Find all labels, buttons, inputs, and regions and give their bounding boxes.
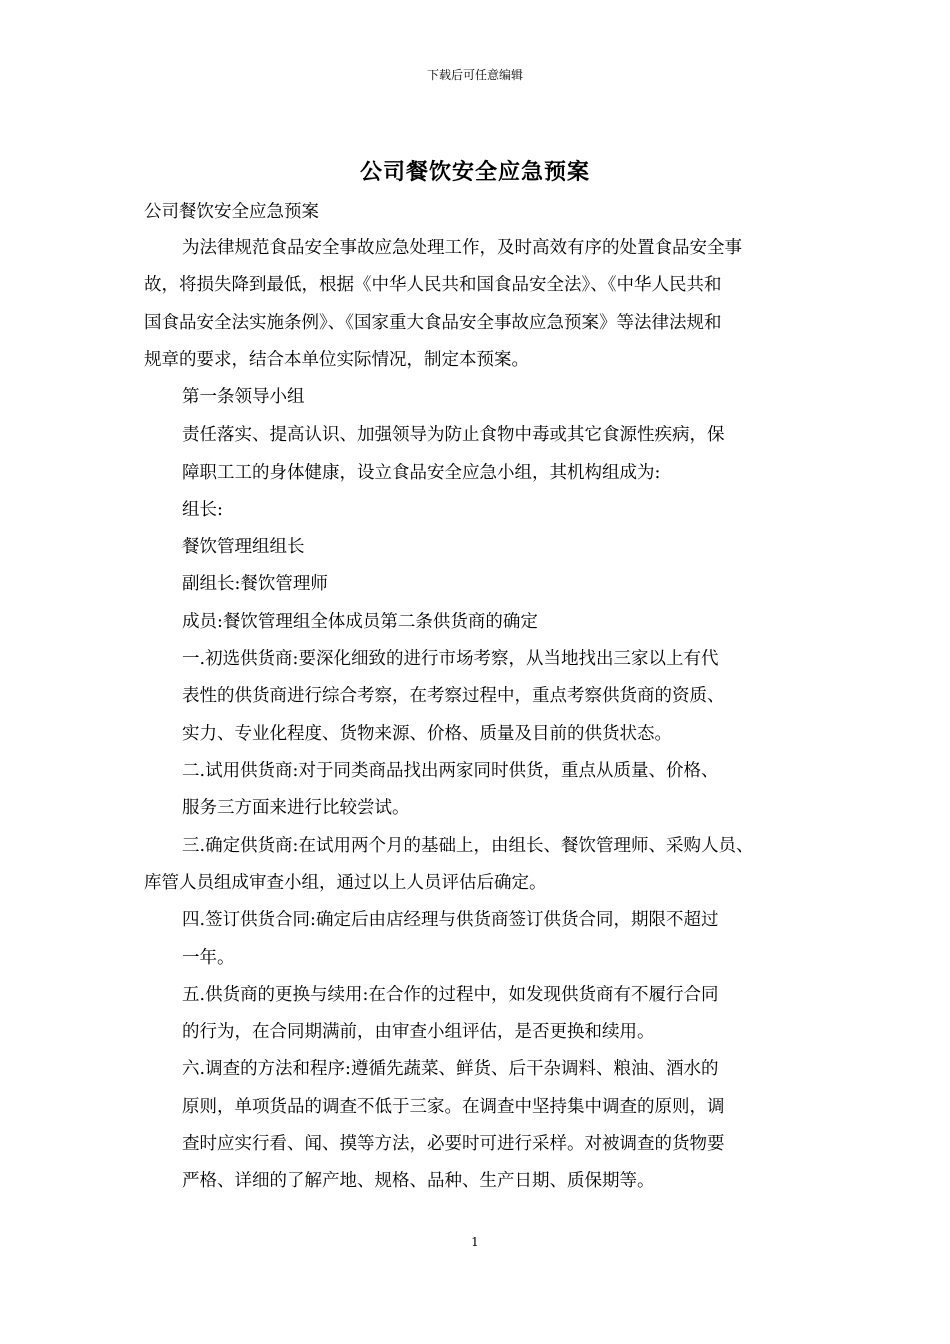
body-line: 餐饮管理组组长 bbox=[182, 537, 305, 557]
body-line: 严格、详细的了解产地、规格、品种、生产日期、质保期等。 bbox=[182, 1171, 655, 1191]
body-line: 三.确定供货商:在试用两个月的基础上，由组长、餐饮管理师、采购人员、 bbox=[182, 836, 754, 856]
body-line: 六.调查的方法和程序:遵循先蔬菜、鲜货、后干杂调料、粮油、酒水的 bbox=[182, 1059, 719, 1079]
body-line: 一年。 bbox=[182, 948, 235, 968]
body-line: 第一条领导小组 bbox=[182, 387, 305, 407]
body-line: 责任落实、提高认识、加强领导为防止食物中毒或其它食源性疾病，保 bbox=[182, 425, 725, 445]
body-line: 规章的要求，结合本单位实际情况，制定本预案。 bbox=[144, 350, 529, 370]
body-line: 公司餐饮安全应急预案 bbox=[144, 202, 319, 222]
body-line: 库管人员组成审查小组，通过以上人员评估后确定。 bbox=[144, 873, 547, 893]
document-title: 公司餐饮安全应急预案 bbox=[359, 159, 590, 185]
body-line: 实力、专业化程度、货物来源、价格、质量及目前的供货状态。 bbox=[182, 724, 672, 744]
body-line: 五.供货商的更换与续用:在合作的过程中，如发现供货商有不履行合同 bbox=[182, 985, 719, 1005]
body-line: 服务三方面来进行比较尝试。 bbox=[182, 798, 410, 818]
body-line: 表性的供货商进行综合考察，在考察过程中，重点考察供货商的资质、 bbox=[182, 686, 725, 706]
body-line: 副组长:餐饮管理师 bbox=[182, 574, 328, 594]
body-line: 组长: bbox=[182, 500, 223, 520]
page-header-note: 下载后可任意编辑 bbox=[426, 68, 523, 82]
page-number: 1 bbox=[471, 1235, 479, 1249]
body-line: 的行为，在合同期满前，由审查小组评估，是否更换和续用。 bbox=[182, 1022, 655, 1042]
body-line: 四.签订供货合同:确定后由店经理与供货商签订供货合同，期限不超过 bbox=[182, 910, 719, 930]
body-line: 查时应实行看、闻、摸等方法，必要时可进行采样。对被调查的货物要 bbox=[182, 1134, 725, 1154]
body-line: 二.试用供货商:对于同类商品找出两家同时供货，重点从质量、价格、 bbox=[182, 761, 719, 781]
body-line: 为法律规范食品安全事故应急处理工作，及时高效有序的处置食品安全事 bbox=[182, 238, 742, 258]
body-line: 障职工工的身体健康，设立食品安全应急小组，其机构组成为: bbox=[182, 463, 661, 483]
body-line: 一.初选供货商:要深化细致的进行市场考察，从当地找出三家以上有代 bbox=[182, 649, 719, 669]
body-line: 成员:餐饮管理组全体成员第二条供货商的确定 bbox=[182, 612, 538, 632]
body-line: 国食品安全法实施条例》、《国家重大食品安全事故应急预案》等法律法规和 bbox=[144, 313, 722, 333]
body-line: 故，将损失降到最低，根据《中华人民共和国食品安全法》、《中华人民共和 bbox=[144, 275, 722, 295]
body-line: 原则，单项货品的调查不低于三家。在调查中坚持集中调查的原则，调 bbox=[182, 1097, 725, 1117]
